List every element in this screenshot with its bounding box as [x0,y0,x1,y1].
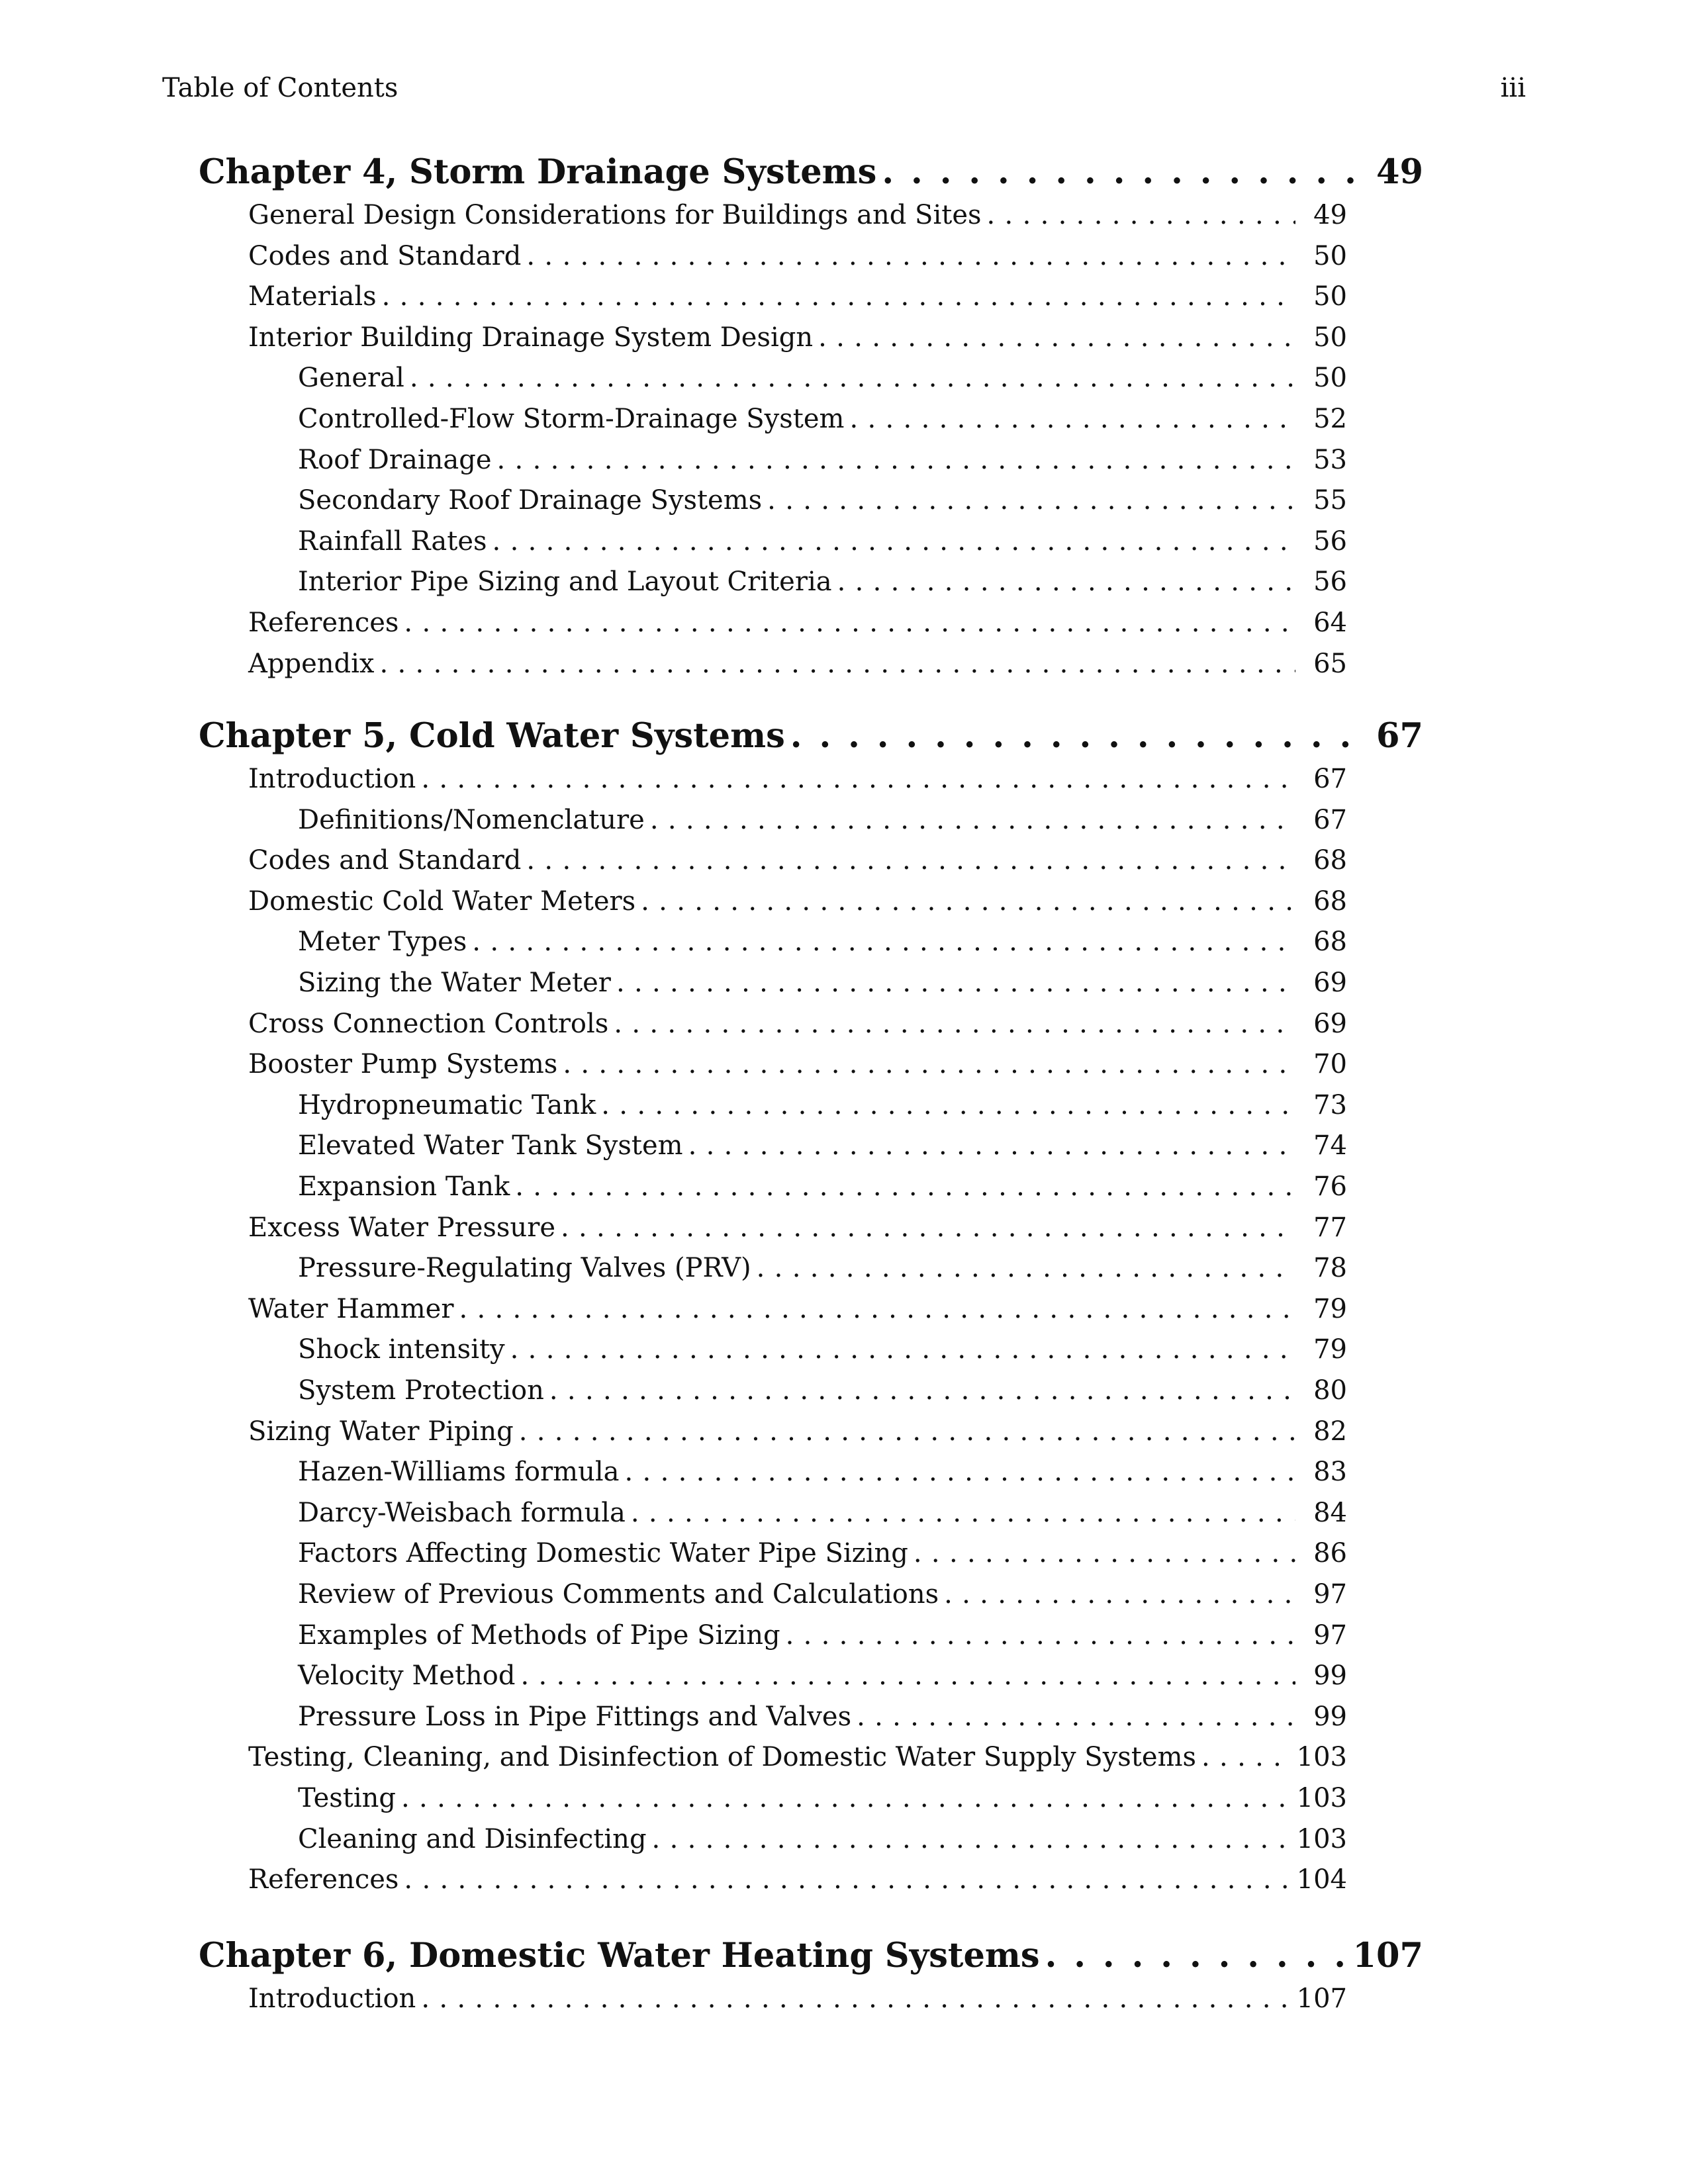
toc-subsection-entry[interactable] [298,1498,1347,1535]
dot-leader [849,404,1295,434]
toc-subsection-entry[interactable] [298,1579,1347,1616]
page-number: iii [1500,73,1526,103]
entry-page-number: 97 [1313,1619,1347,1651]
entry-page-number: 68 [1313,845,1347,876]
dot-leader [1201,1742,1291,1772]
entry-page-number: 80 [1313,1375,1347,1406]
toc-section-entry[interactable] [248,281,1347,318]
entry-page-number: 52 [1313,404,1347,434]
dot-leader [1045,1936,1348,1976]
toc-section-entry[interactable] [248,1294,1347,1331]
dot-leader [631,1498,1295,1528]
toc-subsection-entry[interactable] [298,805,1347,842]
entry-page-number: 103 [1296,1783,1347,1813]
entry-title: Sizing Water Piping [248,1416,514,1447]
entry-title: System Protection [298,1375,544,1406]
entry-page-number: 56 [1313,567,1347,598]
toc-section-entry[interactable] [248,322,1347,359]
toc-subsection-entry[interactable] [298,1783,1347,1820]
chapter-heading[interactable] [199,152,1423,199]
chapter-heading[interactable] [199,716,1423,762]
toc-subsection-entry[interactable] [298,485,1347,522]
entry-page-number: 97 [1313,1579,1347,1610]
entry-title: Excess Water Pressure [248,1212,555,1243]
entry-title: Expansion Tank [298,1171,510,1202]
dot-leader [614,1009,1295,1039]
entry-page-number: 82 [1313,1416,1347,1447]
entry-page-number: 73 [1313,1089,1347,1120]
entry-title: Appendix [248,648,375,679]
entry-title: Pressure-Regulating Valves (PRV) [298,1253,751,1284]
dot-leader [688,1130,1295,1161]
toc-subsection-entry[interactable] [298,1253,1347,1290]
entry-page-number: 49 [1313,200,1347,230]
entry-page-number: 70 [1313,1049,1347,1080]
toc-section-entry[interactable] [248,845,1347,882]
dot-leader [561,1212,1295,1243]
entry-page-number: 64 [1313,608,1347,638]
toc-section-entry[interactable] [248,1416,1347,1453]
entry-title: Testing, Cleaning, and Disinfection of Domestic Water Supply Systems [248,1742,1197,1773]
dot-leader [987,200,1295,230]
entry-title: Interior Building Drainage System Design [248,322,814,353]
dot-leader [757,1253,1295,1283]
entry-page-number: 69 [1313,1008,1347,1039]
entry-title: Introduction [248,1983,416,2014]
chapter-title: Chapter 5, Cold Water Systems [199,716,785,756]
toc-subsection-entry[interactable] [298,1702,1347,1739]
entry-title: Darcy-Weisbach formula [298,1497,626,1528]
entry-page-number: 99 [1313,1701,1347,1732]
entry-page-number: 77 [1313,1212,1347,1243]
dot-leader [650,805,1295,835]
dot-leader [652,1824,1291,1854]
entry-page-number: 68 [1313,927,1347,958]
entry-page-number: 50 [1313,363,1347,394]
dot-leader [515,1171,1295,1202]
entry-title: Booster Pump Systems [248,1049,558,1080]
chapter-page-number: 49 [1376,152,1423,192]
entry-title: Examples of Methods of Pipe Sizing [298,1619,780,1651]
entry-title: Shock intensity [298,1334,505,1365]
entry-page-number: 78 [1313,1253,1347,1284]
toc-subsection-entry[interactable] [298,1457,1347,1494]
entry-title: General [298,363,404,394]
entry-title: General Design Considerations for Buildings and Sites [248,200,982,230]
entry-page-number: 55 [1313,485,1347,516]
entry-page-number: 74 [1313,1130,1347,1161]
entry-title: References [248,1864,399,1895]
dot-leader [421,1983,1291,2014]
dot-leader [521,1661,1296,1691]
dot-leader [510,1334,1295,1365]
entry-title: Pressure Loss in Pipe Fittings and Valves [298,1701,852,1732]
dot-leader [497,445,1295,475]
entry-page-number: 76 [1313,1171,1347,1202]
dot-leader [549,1375,1295,1406]
entry-title: Controlled-Flow Storm-Drainage System [298,404,845,434]
entry-title: Meter Types [298,927,467,958]
toc-subsection-entry[interactable] [298,1661,1347,1698]
entry-page-number: 79 [1313,1293,1347,1324]
entry-title: Materials [248,281,377,312]
entry-page-number: 67 [1313,764,1347,794]
entry-title: Cleaning and Disinfecting [298,1823,647,1854]
dot-leader [404,608,1295,638]
toc-section-entry[interactable] [248,200,1347,237]
toc-section-entry[interactable] [248,1864,1347,1901]
toc-subsection-entry[interactable] [298,1090,1347,1127]
dot-leader [526,241,1295,271]
entry-title: Interior Pipe Sizing and Layout Criteria [298,567,832,598]
chapter-title: Chapter 6, Domestic Water Heating Systems [199,1936,1040,1976]
toc-subsection-entry[interactable] [298,1375,1347,1412]
entry-title: Codes and Standard [248,845,522,876]
toc-subsection-entry[interactable] [298,1620,1347,1657]
dot-leader [492,526,1295,557]
dot-leader [410,363,1295,393]
toc-section-entry[interactable] [248,1212,1347,1250]
entry-title: Hazen-Williams formula [298,1457,620,1488]
entry-page-number: 86 [1313,1538,1347,1569]
toc-subsection-entry[interactable] [298,927,1347,964]
entry-page-number: 69 [1313,968,1347,998]
entry-page-number: 50 [1313,281,1347,312]
dot-leader [601,1090,1295,1120]
entry-page-number: 67 [1313,804,1347,835]
toc-subsection-entry[interactable] [298,526,1347,563]
entry-title: Introduction [248,764,416,794]
toc-subsection-entry[interactable] [298,363,1347,400]
entry-title: Factors Affecting Domestic Water Pipe Sizing [298,1538,908,1569]
entry-page-number: 68 [1313,886,1347,917]
entry-title: Elevated Water Tank System [298,1130,683,1161]
toc-section-entry[interactable] [248,608,1347,645]
entry-title: Definitions/Nomenclature [298,804,645,835]
dot-leader [401,1783,1291,1813]
entry-page-number: 53 [1313,444,1347,475]
dot-leader [767,485,1295,516]
toc-subsection-entry[interactable] [298,1538,1347,1575]
entry-title: Testing [298,1783,397,1813]
dot-leader [472,927,1295,957]
dot-leader [837,567,1295,597]
dot-leader [818,322,1295,353]
dot-leader [459,1294,1295,1324]
entry-title: Sizing the Water Meter [298,968,611,998]
dot-leader [790,716,1371,756]
toc-section-entry[interactable] [248,764,1347,801]
entry-page-number: 107 [1296,1983,1347,2014]
entry-page-number: 103 [1296,1823,1347,1854]
entry-title: Hydropneumatic Tank [298,1089,596,1120]
dot-leader [857,1702,1295,1732]
entry-title: Domestic Cold Water Meters [248,886,636,917]
dot-leader [526,845,1295,876]
dot-leader [382,281,1295,312]
toc-subsection-entry[interactable] [298,567,1347,604]
toc-section-entry[interactable] [248,1049,1347,1086]
entry-title: Roof Drainage [298,444,492,475]
toc-subsection-entry[interactable] [298,404,1347,441]
dot-leader [404,1864,1291,1895]
chapter-title: Chapter 4, Storm Drainage Systems [199,152,877,192]
entry-page-number: 83 [1313,1457,1347,1488]
entry-page-number: 104 [1296,1864,1347,1895]
entry-title: Codes and Standard [248,240,522,271]
entry-page-number: 99 [1313,1661,1347,1692]
entry-title: Cross Connection Controls [248,1008,609,1039]
running-head [162,73,1526,113]
entry-title: Review of Previous Comments and Calculations [298,1579,939,1610]
toc-subsection-entry[interactable] [298,1171,1347,1208]
toc-section-entry[interactable] [248,1983,1347,2021]
entry-page-number: 79 [1313,1334,1347,1365]
dot-leader [641,886,1295,917]
entry-page-number: 65 [1313,648,1347,679]
entry-page-number: 56 [1313,525,1347,557]
dot-leader [944,1579,1295,1610]
dot-leader [914,1538,1295,1569]
dot-leader [616,968,1295,998]
chapter-page-number: 67 [1376,716,1423,756]
toc-section-entry[interactable] [248,649,1347,686]
entry-title: Water Hammer [248,1293,454,1324]
entry-title: Secondary Roof Drainage Systems [298,485,763,516]
toc-section-entry[interactable] [248,241,1347,278]
chapter-page-number: 107 [1352,1936,1423,1976]
dot-leader [380,649,1296,679]
chapter-heading[interactable] [199,1936,1423,1982]
running-head-title: Table of Contents [162,73,399,103]
toc-subsection-entry[interactable] [298,445,1347,482]
toc-subsection-entry[interactable] [298,1130,1347,1167]
toc-subsection-entry[interactable] [298,1334,1347,1371]
toc-section-entry[interactable] [248,1009,1347,1046]
toc-section-entry[interactable] [248,1742,1347,1779]
entry-title: Rainfall Rates [298,525,487,557]
dot-leader [882,152,1371,192]
toc-section-entry[interactable] [248,886,1347,923]
entry-title: References [248,608,399,638]
toc-subsection-entry[interactable] [298,968,1347,1005]
entry-page-number: 103 [1296,1742,1347,1773]
dot-leader [519,1416,1295,1447]
dot-leader [625,1457,1295,1487]
toc-subsection-entry[interactable] [298,1824,1347,1861]
dot-leader [563,1049,1295,1079]
dot-leader [421,764,1295,794]
entry-page-number: 84 [1313,1497,1347,1528]
entry-page-number: 50 [1313,322,1347,353]
dot-leader [786,1620,1295,1651]
entry-page-number: 50 [1313,240,1347,271]
entry-title: Velocity Method [298,1661,516,1692]
